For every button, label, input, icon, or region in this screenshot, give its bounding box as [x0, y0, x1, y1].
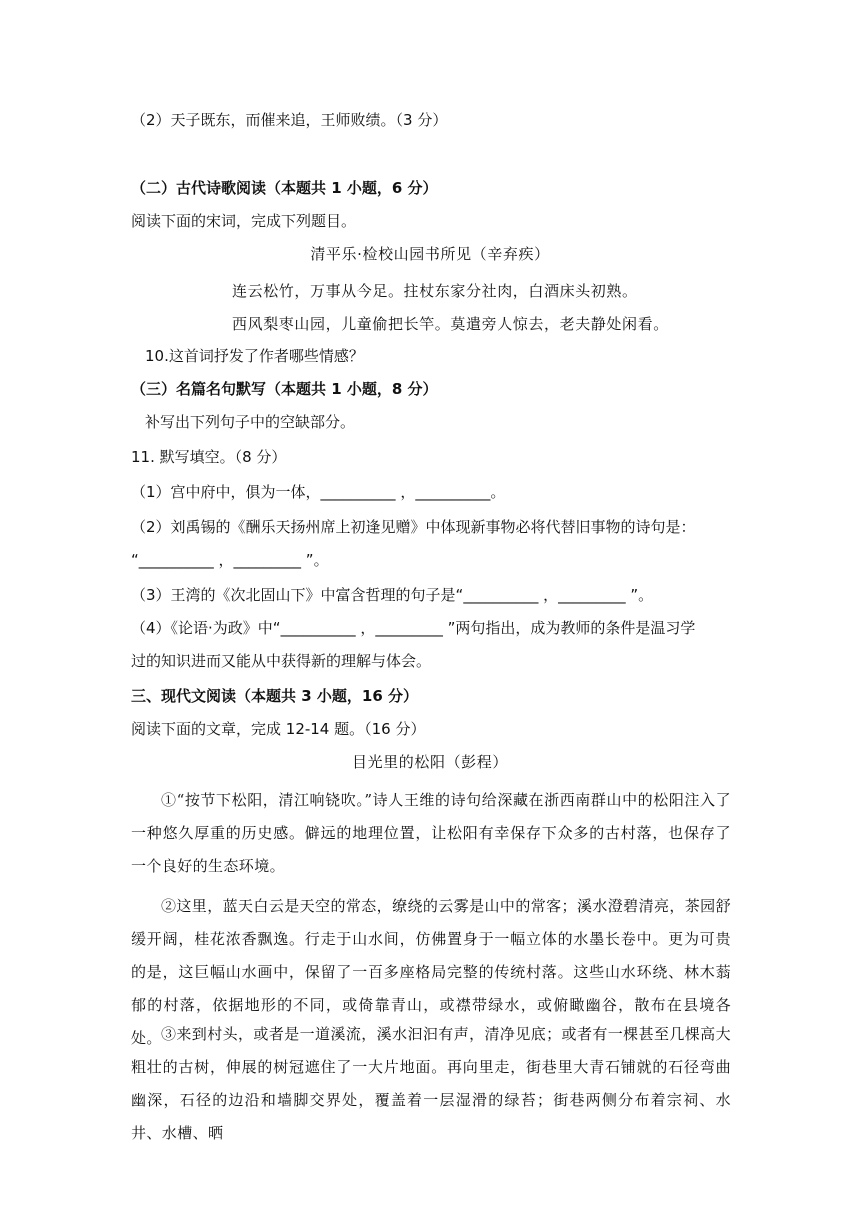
poem-line-2: 西风梨枣山园，儿童偷把长竿。莫遣旁人惊去，老夫静处闲看。 — [232, 315, 669, 333]
part-3-instruction: 阅读下面的文章，完成 12-14 题。（16 分） — [131, 720, 426, 738]
poem-title: 清平乐·检校山园书所见（辛弃疾） — [310, 245, 550, 263]
question-11-4-line-2: 过的知识进而又能从中获得新的理解与体会。 — [131, 652, 432, 670]
question-11-2-line-2: “__________ ，_________ ”。 — [131, 551, 329, 569]
article-paragraph-2: ②这里，蓝天白云是天空的常态，缭绕的云雾是山中的常客；溪水澄碧清亮，茶园舒缓开阔，桂花浓香飘逸。行走于山水间，仿佛置身于一幅立体的水墨长卷中。更为可贵的是，这巨幅山水画中，保留了一百多座格局完整的传统村落。这些山水环绕、林木蓊郁的村落，依据地形的不同，或倚靠青山，或襟带绿水，或俯瞰幽谷，散布在县境各处。 — [131, 897, 731, 1047]
question-11: 11. 默写填空。（8 分） — [131, 448, 287, 466]
poem-line-1: 连云松竹，万事从今足。拄杖东家分社肉，白酒床头初熟。 — [232, 282, 638, 300]
article-title: 目光里的松阳（彭程） — [351, 753, 508, 771]
article-paragraph-1: ①“按节下松阳，清江响铙吹。”诗人王维的诗句给深藏在浙西南群山中的松阳注入了一种悠久厚重的历史感。僻远的地理位置，让松阳有幸保存下众多的古村落，也保存了一个良好的生态环境。 — [131, 791, 731, 875]
section-2-heading: （二）古代诗歌阅读（本题共 1 小题，6 分） — [131, 179, 438, 197]
question-11-4-line-1: （4）《论语·为政》中“__________ ，_________ ”两句指出，成为教师的条件是温习学 — [131, 619, 696, 637]
section-3-instruction: 补写出下列句子中的空缺部分。 — [145, 413, 356, 431]
question-10: 10.这首词抒发了作者哪些情感？ — [145, 347, 364, 365]
article-paragraph-3: ③来到村头，或者是一道溪流，溪水汩汩有声，清净见底；或者有一棵甚至几棵高大粗壮的古树，伸展的树冠遮住了一大片地面。再向里走，街巷里大青石铺就的石径弯曲幽深，石径的边沿和墙脚交界处，覆盖着一层湿滑的绿苔；街巷两侧分布着宗祠、水井、水槽、晒 — [131, 1025, 731, 1142]
section-3-heading: （三）名篇名句默写（本题共 1 小题，8 分） — [131, 380, 438, 398]
section-2-instruction: 阅读下面的宋词，完成下列题目。 — [131, 212, 357, 230]
part-3-heading: 三、现代文阅读（本题共 3 小题，16 分） — [131, 687, 418, 705]
question-9-2: （2）天子既东，而催来追，王师败绩。（3 分） — [131, 111, 448, 129]
question-11-2-line-1: （2）刘禹锡的《酬乐天扬州席上初逢见赠》中体现新事物必将代替旧事物的诗句是： — [131, 518, 696, 536]
question-11-3: （3）王湾的《次北固山下》中富含哲理的句子是“__________ ，_________ ”。 — [131, 586, 654, 604]
question-11-1: （1）宫中府中，俱为一体，__________ ，__________。 — [131, 483, 506, 501]
